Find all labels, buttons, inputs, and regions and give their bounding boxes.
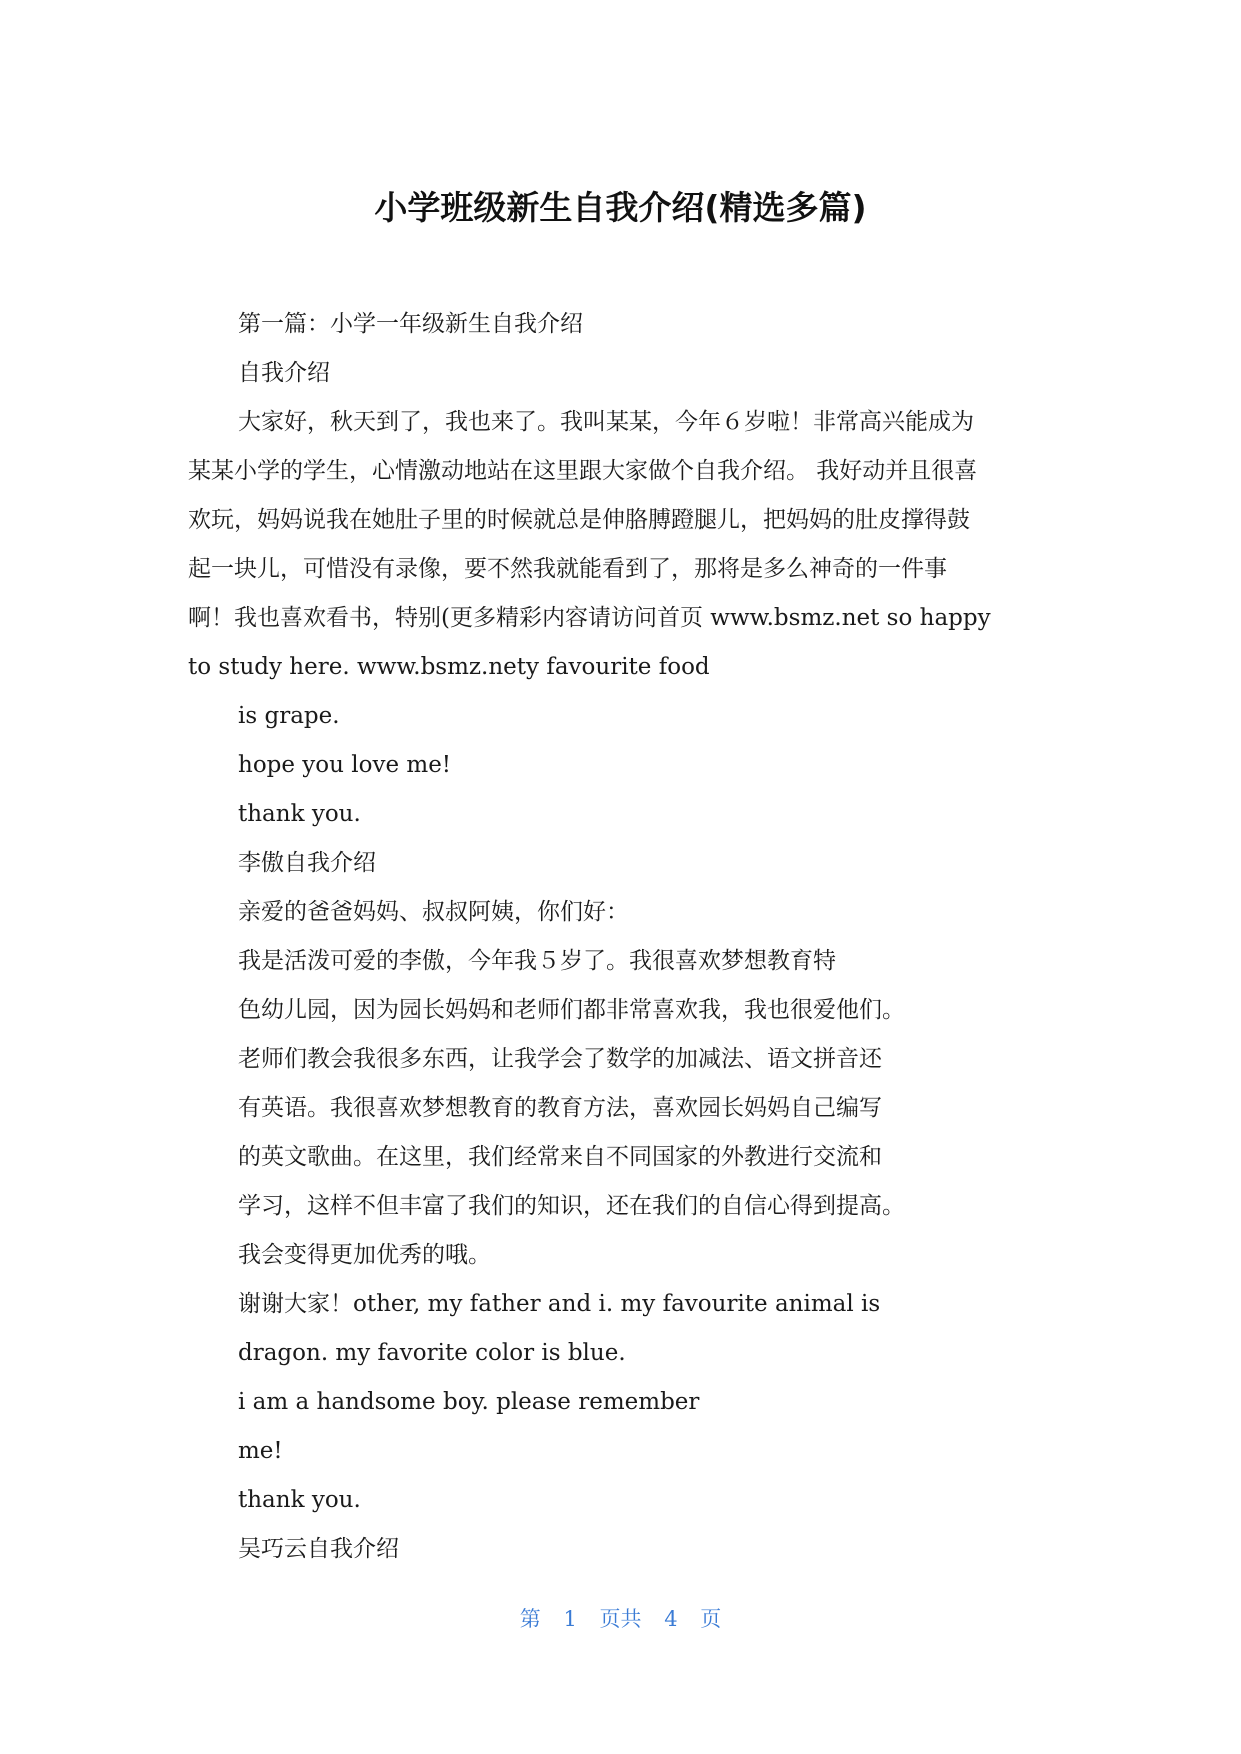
body-line: 欢玩，妈妈说我在她肚子里的时候就总是伸胳膊蹬腿儿，把妈妈的肚皮撑得鼓 — [188, 507, 970, 533]
body-line: 有英语。我很喜欢梦想教育的教育方法，喜欢园长妈妈自己编写 — [238, 1095, 882, 1121]
body-line: me! — [238, 1438, 283, 1464]
body-line: i am a handsome boy. please remember — [238, 1389, 700, 1415]
body-line: 亲爱的爸爸妈妈、叔叔阿姨，你们好： — [238, 899, 629, 925]
body-line: to study here. www.bsmz.nety favourite food — [188, 654, 710, 680]
body-line: 自我介绍 — [238, 360, 330, 386]
body-line: thank you. — [238, 801, 361, 827]
body-line: 我是活泼可爱的李傲，今年我５岁了。我很喜欢梦想教育特 — [238, 948, 836, 974]
document-title: 小学班级新生自我介绍(精选多篇) — [374, 188, 867, 227]
body-line: 的英文歌曲。在这里，我们经常来自不同国家的外教进行交流和 — [238, 1144, 882, 1170]
body-line: 色幼儿园，因为园长妈妈和老师们都非常喜欢我，我也很爱他们。 — [238, 997, 905, 1023]
body-line: 某某小学的学生，心情激动地站在这里跟大家做个自我介绍。 我好动并且很喜 — [188, 458, 978, 484]
body-line: dragon. my favorite color is blue. — [238, 1340, 626, 1366]
footer-middle: 页共 — [599, 1607, 642, 1631]
footer-page-number: 1 — [563, 1607, 577, 1631]
body-line: is grape. — [238, 703, 340, 729]
body-line: 啊！我也喜欢看书，特别(更多精彩内容请访问首页 www.bsmz.net so happy — [188, 605, 991, 631]
body-line: 起一块儿，可惜没有录像，要不然我就能看到了，那将是多么神奇的一件事 — [188, 556, 947, 582]
body-line: 老师们教会我很多东西，让我学会了数学的加减法、语文拼音还 — [238, 1046, 882, 1072]
document-body — [188, 300, 1058, 1574]
body-line: 吴巧云自我介绍 — [238, 1536, 399, 1562]
footer-total-pages: 4 — [664, 1607, 678, 1631]
body-line: thank you. — [238, 1487, 361, 1513]
body-line: 李傲自我介绍 — [238, 850, 376, 876]
body-line: 第一篇：小学一年级新生自我介绍 — [238, 311, 583, 337]
footer-prefix: 第 — [519, 1607, 541, 1631]
body-line: 我会变得更加优秀的哦。 — [238, 1242, 491, 1268]
body-line: hope you love me! — [238, 752, 452, 778]
body-line: 学习，这样不但丰富了我们的知识，还在我们的自信心得到提高。 — [238, 1193, 905, 1219]
body-line: 大家好，秋天到了，我也来了。我叫某某，今年６岁啦！非常高兴能成为 — [238, 409, 974, 435]
body-line: 谢谢大家！other, my father and i. my favourite animal is — [238, 1291, 881, 1317]
footer-suffix: 页 — [700, 1607, 722, 1631]
page-footer — [0, 1605, 1241, 1633]
